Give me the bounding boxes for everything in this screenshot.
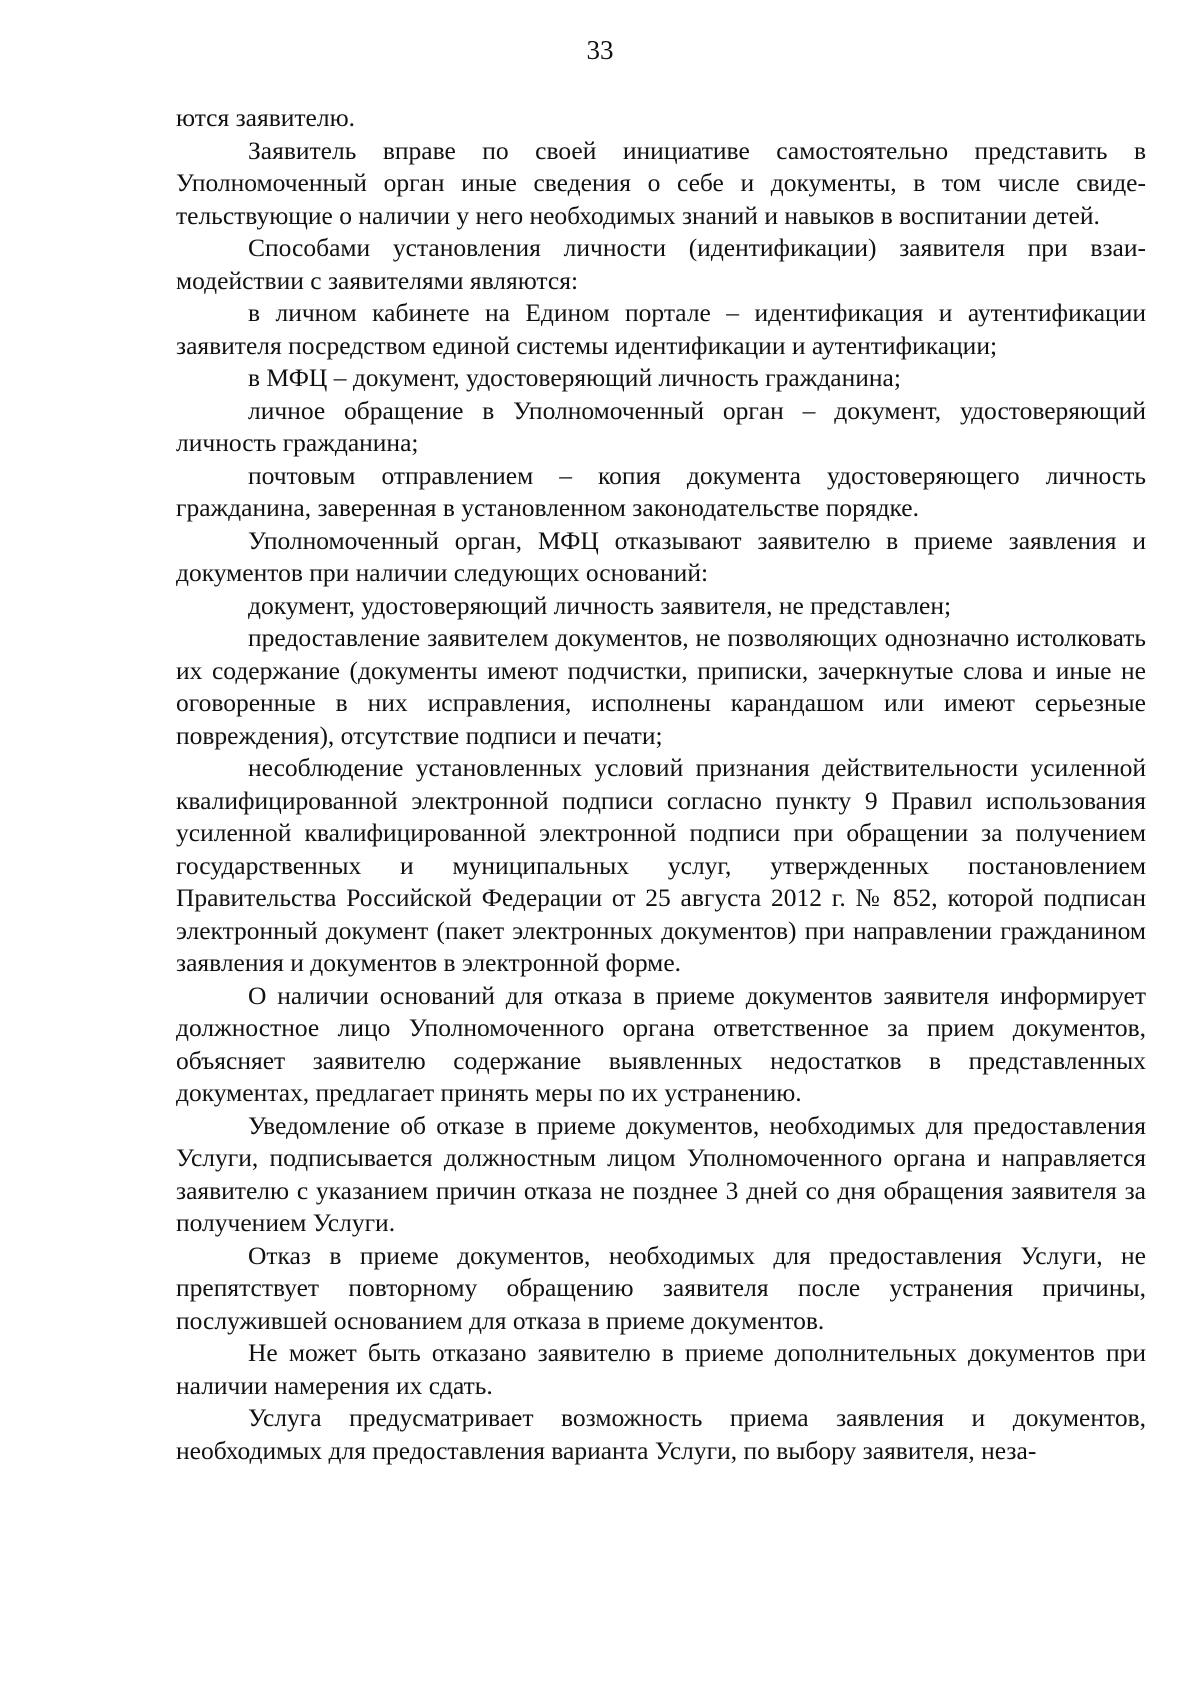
- paragraph: личное обращение в Уполномоченный орган – документ, удостоверяющий личность гражданина;: [176, 395, 1146, 457]
- paragraph: О наличии оснований для отказа в приеме документов заявителя информирует должностное лицо Уполномоченного органа ответственное за прием документов, объясняет заявителю содержание выявленных недостатков в представленных документах, предлагает принять меры по их устранению.: [176, 980, 1146, 1107]
- paragraph: в МФЦ – документ, удостоверяющий личность гражданина;: [248, 363, 901, 392]
- page-number: 33: [586, 35, 614, 65]
- paragraph: несоблюдение установленных условий признания действительности усиленной квалифицированной электронной подписи согласно пункту 9 Правил использования усиленной квалифицированной электронной подписи при обращении за получением государственных и муниципальных услуг, утвержденных постановлением Правительства Российской Федерации от 25 августа 2012 г. № 852, которой подписан электронный документ (пакет электронных документов) при направлении гражданином заявления и документов в электронной форме.: [176, 753, 1146, 977]
- paragraph-continuation: ются заявителю.: [176, 103, 356, 132]
- paragraph: Уведомление об отказе в приеме документов, необходимых для предоставления Услуги, подписывается должностным лицом Уполномоченного органа и направляется заявителю с указанием причин отказа не позднее 3 дней со дня обращения заявителя за получением Услуги.: [176, 1110, 1146, 1237]
- paragraph: в личном кабинете на Едином портале – идентификация и аутентификации заявителя посредством единой системы идентификации и аутентификации;: [176, 298, 1146, 360]
- paragraph: документ, удостоверяющий личность заявителя, не представлен;: [248, 590, 952, 620]
- paragraph: Заявитель вправе по своей инициативе самостоятельно представить в Уполномоченный орган иные сведения о себе и документы, в том числе свидетельствующие о наличии у него необходимых знаний и навыков в воспитании детей.: [176, 135, 1146, 230]
- paragraph: почтовым отправлением – копия документа удостоверяющего личность гражданина, заверенная в установленном законодательстве порядке.: [176, 460, 1146, 522]
- paragraph: предоставление заявителем документов, не позволяющих однозначно истолковать их содержание (документы имеют подчистки, приписки, зачеркнутые слова и иные не оговоренные в них исправления, исполнены карандашом или имеют серьезные повреждения), отсутствие подписи и печати;: [176, 623, 1146, 750]
- paragraph: Уполномоченный орган, МФЦ отказывают заявителю в приеме заявления и документов при наличии следующих оснований:: [176, 525, 1146, 587]
- paragraph: Способами установления личности (идентификации) заявителя при взаимодействии с заявителями являются:: [176, 233, 1146, 295]
- document-body: [176, 102, 1146, 1467]
- paragraph: Не может быть отказано заявителю в приеме дополнительных документов при наличии намерения их сдать.: [176, 1338, 1146, 1400]
- paragraph: Отказ в приеме документов, необходимых для предоставления Услуги, не препятствует повторному обращению заявителя после устранения причины, послужившей основанием для отказа в приеме документов.: [176, 1240, 1146, 1335]
- paragraph: Услуга предусматривает возможность приема заявления и документов, необходимых для предоставления варианта Услуги, по выбору заявителя, неза-: [176, 1403, 1146, 1465]
